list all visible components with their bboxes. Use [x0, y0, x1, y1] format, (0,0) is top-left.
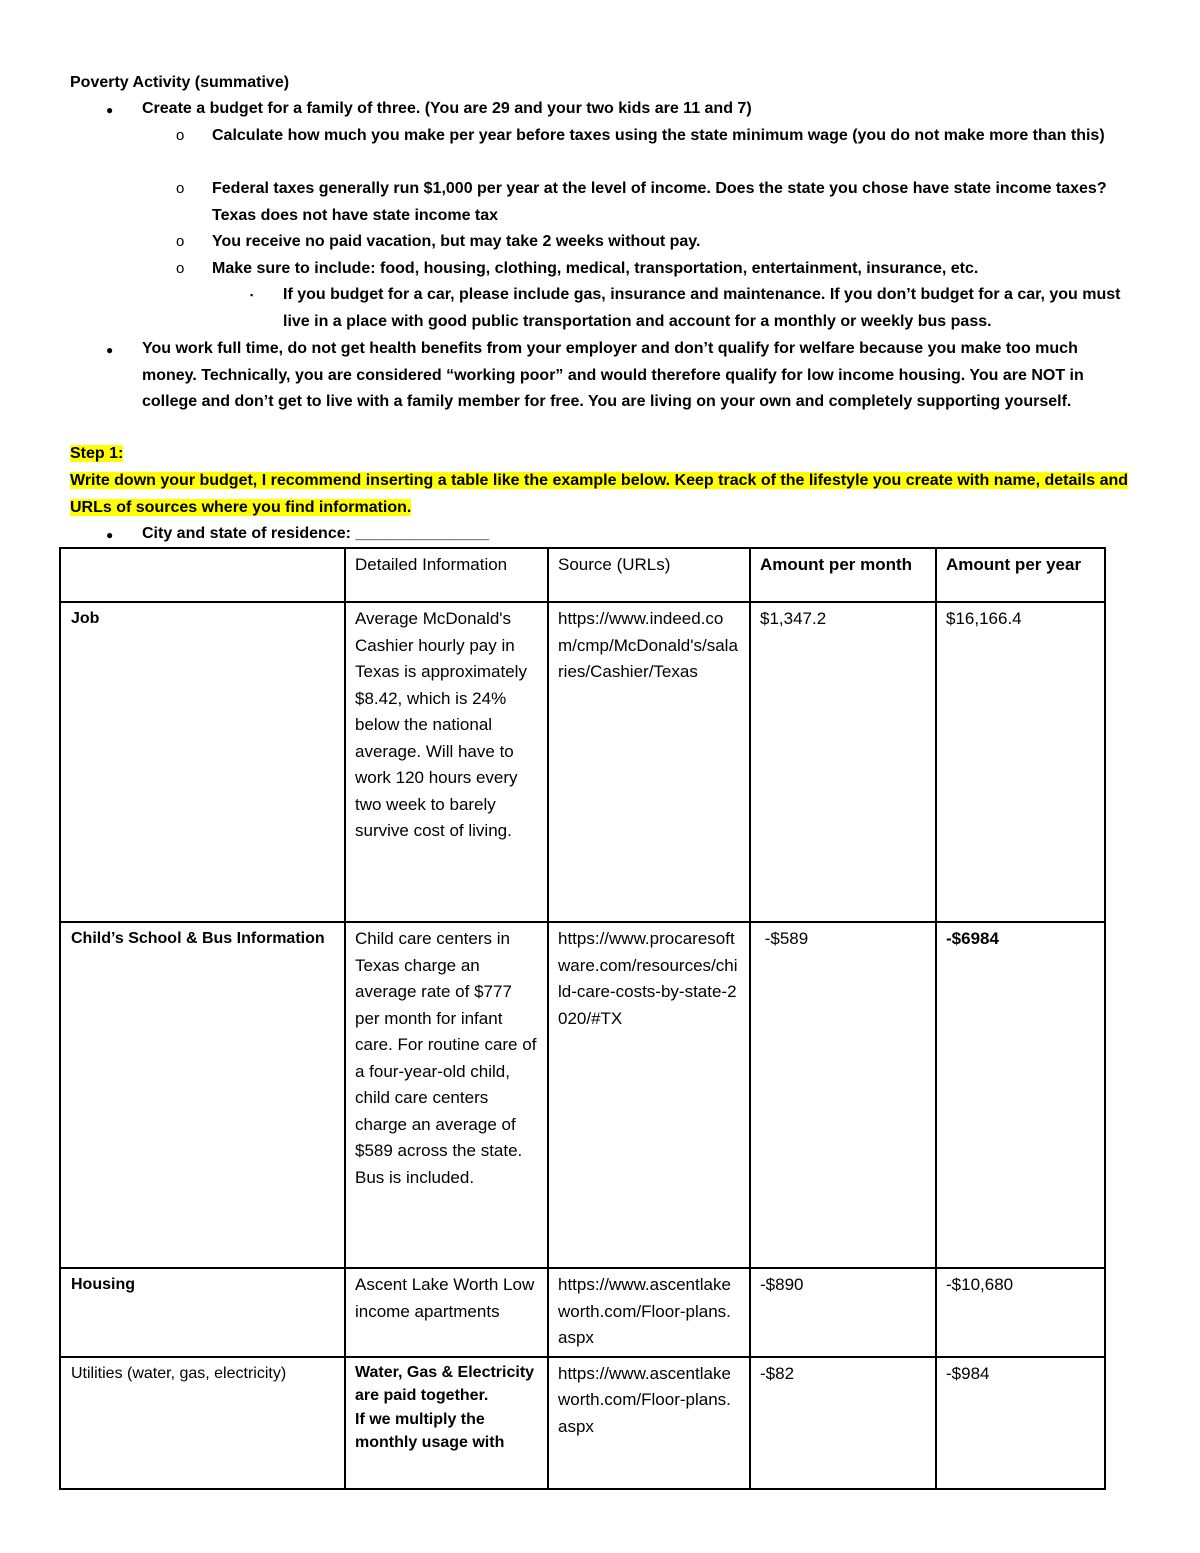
details-extra: Bus is included.: [355, 1167, 475, 1187]
source-link[interactable]: https://www.procaresoftware.com/resources/child-care-costs-by-state-2020/#TX: [548, 922, 750, 1268]
list-item: [106, 521, 1132, 548]
header-cell: Detailed Information: [345, 548, 548, 602]
details-text: Water, Gas & Electricity are paid together.: [355, 1363, 535, 1404]
list-item: [106, 96, 1132, 123]
bullet-marker: ●: [106, 103, 114, 117]
bullet-marker: ●: [106, 528, 114, 542]
amount-month-cell: -$890: [750, 1268, 936, 1357]
residence-field[interactable]: City and state of residence: _______________: [142, 525, 489, 542]
table-row: [60, 922, 1105, 1268]
source-link[interactable]: https://www.ascentlakeworth.com/Floor-plans.aspx: [548, 1357, 750, 1489]
sub-list-item: [176, 123, 1122, 150]
list-item-text: Create a budget for a family of three. (You are 29 and your two kids are 11 and 7): [142, 100, 752, 117]
amount-year-cell: -$10,680: [936, 1268, 1105, 1357]
amount-month-cell: $1,347.2: [750, 602, 936, 922]
category-cell: Job: [60, 602, 345, 922]
category-cell: Housing: [60, 1268, 345, 1357]
sub-bullet-marker: o: [176, 180, 185, 197]
amount-month-cell: -$82: [750, 1357, 936, 1489]
details-extra: If we multiply the monthly usage with: [355, 1410, 505, 1451]
sub-list-item: [176, 256, 1122, 283]
sub-sub-list-item: [250, 282, 1123, 335]
details-cell: Average McDonald's Cashier hourly pay in Texas is approximately $8.42, which is 24% below the national average. Will have to work 120 hours every two week to barely survive cost of living.: [345, 602, 548, 922]
square-bullet-marker: ▪: [250, 290, 254, 300]
step-instructions: [70, 468, 1130, 521]
details-text: Child care centers in Texas charge an average rate of $777 per month for infant care. For routine care of a four-year-old child, child care centers charge an average of $589 across the state.: [355, 929, 537, 1160]
details-cell: [345, 1357, 548, 1489]
list-item-text: Federal taxes generally run $1,000 per year at the level of income. Does the state you chose have state income taxes? Texas does not have state income tax: [212, 180, 1107, 224]
amount-month-cell: -$589: [750, 922, 936, 1268]
list-item-text: Make sure to include: food, housing, clothing, medical, transportation, entertainment, insurance, etc.: [212, 260, 979, 277]
list-item: [106, 336, 1132, 416]
step-label: Step 1:: [70, 445, 124, 462]
page-title: Poverty Activity (summative): [70, 74, 290, 91]
table-row: [60, 1357, 1105, 1489]
list-item-text: Calculate how much you make per year before taxes using the state minimum wage (you do not make more than this): [212, 127, 1105, 144]
details-cell: [345, 922, 548, 1268]
sub-list-item: [176, 176, 1122, 229]
table-header-row: [60, 548, 1105, 602]
list-item-text: You receive no paid vacation, but may take 2 weeks without pay.: [212, 233, 701, 250]
sub-bullet-marker: o: [176, 260, 185, 277]
sub-bullet-marker: o: [176, 233, 185, 250]
amount-year-cell: -$984: [936, 1357, 1105, 1489]
list-item-text: You work full time, do not get health benefits from your employer and don’t qualify for welfare because you make too much money. Technically, you are considered “working poor” and would therefore qualify for low income housing. You are NOT in college and don’t get to live with a family member for free. You are living on your own and completely supporting yourself.: [142, 340, 1084, 410]
details-cell: Ascent Lake Worth Low income apartments: [345, 1268, 548, 1357]
step-heading: [70, 441, 1130, 468]
table-row: [60, 602, 1105, 922]
sub-list-item: [176, 229, 1122, 256]
amount-year-cell: $16,166.4: [936, 602, 1105, 922]
sub-bullet-marker: o: [176, 127, 185, 144]
bullet-marker: ●: [106, 343, 114, 357]
list-item-text: If you budget for a car, please include gas, insurance and maintenance. If you don’t budget for a car, you must live in a place with good public transportation and account for a monthly or weekly bus pass.: [283, 286, 1121, 330]
category-cell: Child’s School & Bus Information: [60, 922, 345, 1268]
source-link[interactable]: https://www.indeed.com/cmp/McDonald's/salaries/Cashier/Texas: [548, 602, 750, 922]
category-cell: Utilities (water, gas, electricity): [60, 1357, 345, 1489]
header-cell: Source (URLs): [548, 548, 750, 602]
source-link[interactable]: https://www.ascentlakeworth.com/Floor-plans.aspx: [548, 1268, 750, 1357]
amount-year-cell: -$6984: [936, 922, 1105, 1268]
header-cell: [60, 548, 345, 602]
header-cell: Amount per month: [750, 548, 936, 602]
table-row: [60, 1268, 1105, 1357]
budget-table: [59, 547, 1106, 1490]
step-text: Write down your budget, I recommend inserting a table like the example below. Keep track of the lifestyle you create with name, details and URLs of sources where you find information.: [70, 472, 1129, 516]
header-cell: Amount per year: [936, 548, 1105, 602]
